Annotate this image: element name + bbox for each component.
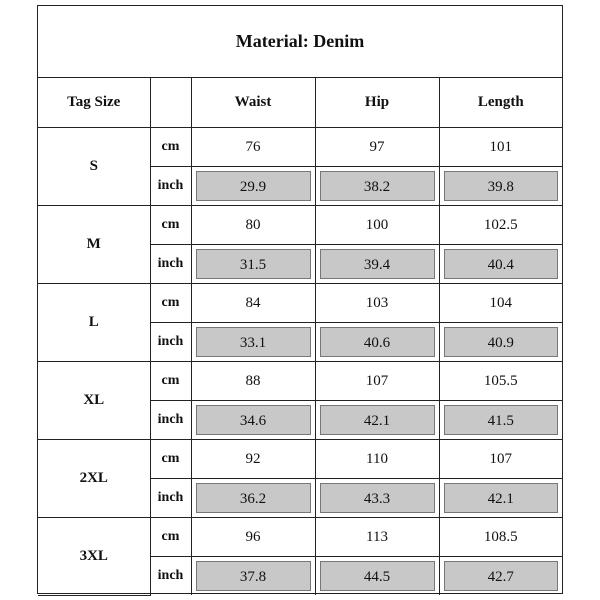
waist-inch-cell	[191, 323, 315, 362]
waist-cm-cell: 76	[191, 128, 315, 167]
size-table	[38, 78, 562, 596]
hip-cm-cell: 103	[315, 284, 439, 323]
waist-inch-cell	[191, 167, 315, 206]
length-inch-value: 42.1	[444, 483, 559, 513]
waist-inch-cell	[191, 245, 315, 284]
hip-inch-value: 42.1	[320, 405, 435, 435]
length-cm-cell: 102.5	[439, 206, 562, 245]
unit-label-inch: inch	[150, 245, 191, 284]
length-cm-cell: 105.5	[439, 362, 562, 401]
hip-cm-cell: 100	[315, 206, 439, 245]
unit-label-cm: cm	[150, 518, 191, 557]
hip-inch-cell	[315, 401, 439, 440]
size-row-cm	[38, 128, 562, 167]
length-cm-cell: 101	[439, 128, 562, 167]
hip-cm-cell: 110	[315, 440, 439, 479]
header-row	[38, 78, 562, 128]
header-hip: Hip	[315, 78, 439, 128]
length-cm-cell: 107	[439, 440, 562, 479]
unit-label-inch: inch	[150, 479, 191, 518]
hip-inch-cell	[315, 167, 439, 206]
hip-inch-cell	[315, 323, 439, 362]
hip-inch-cell	[315, 245, 439, 284]
hip-inch-value: 40.6	[320, 327, 435, 357]
waist-cm-cell: 84	[191, 284, 315, 323]
waist-inch-value: 29.9	[196, 171, 311, 201]
tag-size-cell: 2XL	[38, 440, 150, 518]
waist-cm-cell: 96	[191, 518, 315, 557]
unit-label-inch: inch	[150, 401, 191, 440]
header-tag-size: Tag Size	[38, 78, 150, 128]
unit-label-cm: cm	[150, 362, 191, 401]
waist-inch-value: 33.1	[196, 327, 311, 357]
size-row-cm	[38, 518, 562, 557]
length-cm-cell: 108.5	[439, 518, 562, 557]
length-inch-cell	[439, 479, 562, 518]
length-inch-value: 41.5	[444, 405, 559, 435]
size-row-cm	[38, 284, 562, 323]
hip-inch-value: 44.5	[320, 561, 435, 591]
length-inch-cell	[439, 323, 562, 362]
unit-label-cm: cm	[150, 206, 191, 245]
length-inch-value: 42.7	[444, 561, 559, 591]
header-unit	[150, 78, 191, 128]
length-inch-cell	[439, 401, 562, 440]
waist-inch-value: 37.8	[196, 561, 311, 591]
hip-inch-cell	[315, 557, 439, 596]
tag-size-cell: L	[38, 284, 150, 362]
size-row-cm	[38, 206, 562, 245]
header-waist: Waist	[191, 78, 315, 128]
hip-inch-cell	[315, 479, 439, 518]
waist-inch-value: 34.6	[196, 405, 311, 435]
unit-label-inch: inch	[150, 557, 191, 596]
tag-size-cell: S	[38, 128, 150, 206]
tag-size-cell: M	[38, 206, 150, 284]
length-cm-cell: 104	[439, 284, 562, 323]
unit-label-cm: cm	[150, 440, 191, 479]
unit-label-inch: inch	[150, 323, 191, 362]
hip-cm-cell: 113	[315, 518, 439, 557]
hip-inch-value: 39.4	[320, 249, 435, 279]
unit-label-inch: inch	[150, 167, 191, 206]
unit-label-cm: cm	[150, 284, 191, 323]
hip-cm-cell: 97	[315, 128, 439, 167]
hip-inch-value: 43.3	[320, 483, 435, 513]
waist-cm-cell: 88	[191, 362, 315, 401]
waist-cm-cell: 80	[191, 206, 315, 245]
tag-size-cell: 3XL	[38, 518, 150, 596]
chart-title: Material: Denim	[38, 6, 562, 78]
tag-size-cell: XL	[38, 362, 150, 440]
length-inch-cell	[439, 557, 562, 596]
hip-cm-cell: 107	[315, 362, 439, 401]
size-row-cm	[38, 440, 562, 479]
length-inch-cell	[439, 167, 562, 206]
header-length: Length	[439, 78, 562, 128]
waist-inch-cell	[191, 401, 315, 440]
length-inch-value: 40.9	[444, 327, 559, 357]
waist-inch-value: 36.2	[196, 483, 311, 513]
hip-inch-value: 38.2	[320, 171, 435, 201]
waist-cm-cell: 92	[191, 440, 315, 479]
waist-inch-cell	[191, 479, 315, 518]
size-row-cm	[38, 362, 562, 401]
length-inch-cell	[439, 245, 562, 284]
waist-inch-value: 31.5	[196, 249, 311, 279]
unit-label-cm: cm	[150, 128, 191, 167]
length-inch-value: 39.8	[444, 171, 559, 201]
length-inch-value: 40.4	[444, 249, 559, 279]
waist-inch-cell	[191, 557, 315, 596]
size-chart	[37, 5, 563, 594]
